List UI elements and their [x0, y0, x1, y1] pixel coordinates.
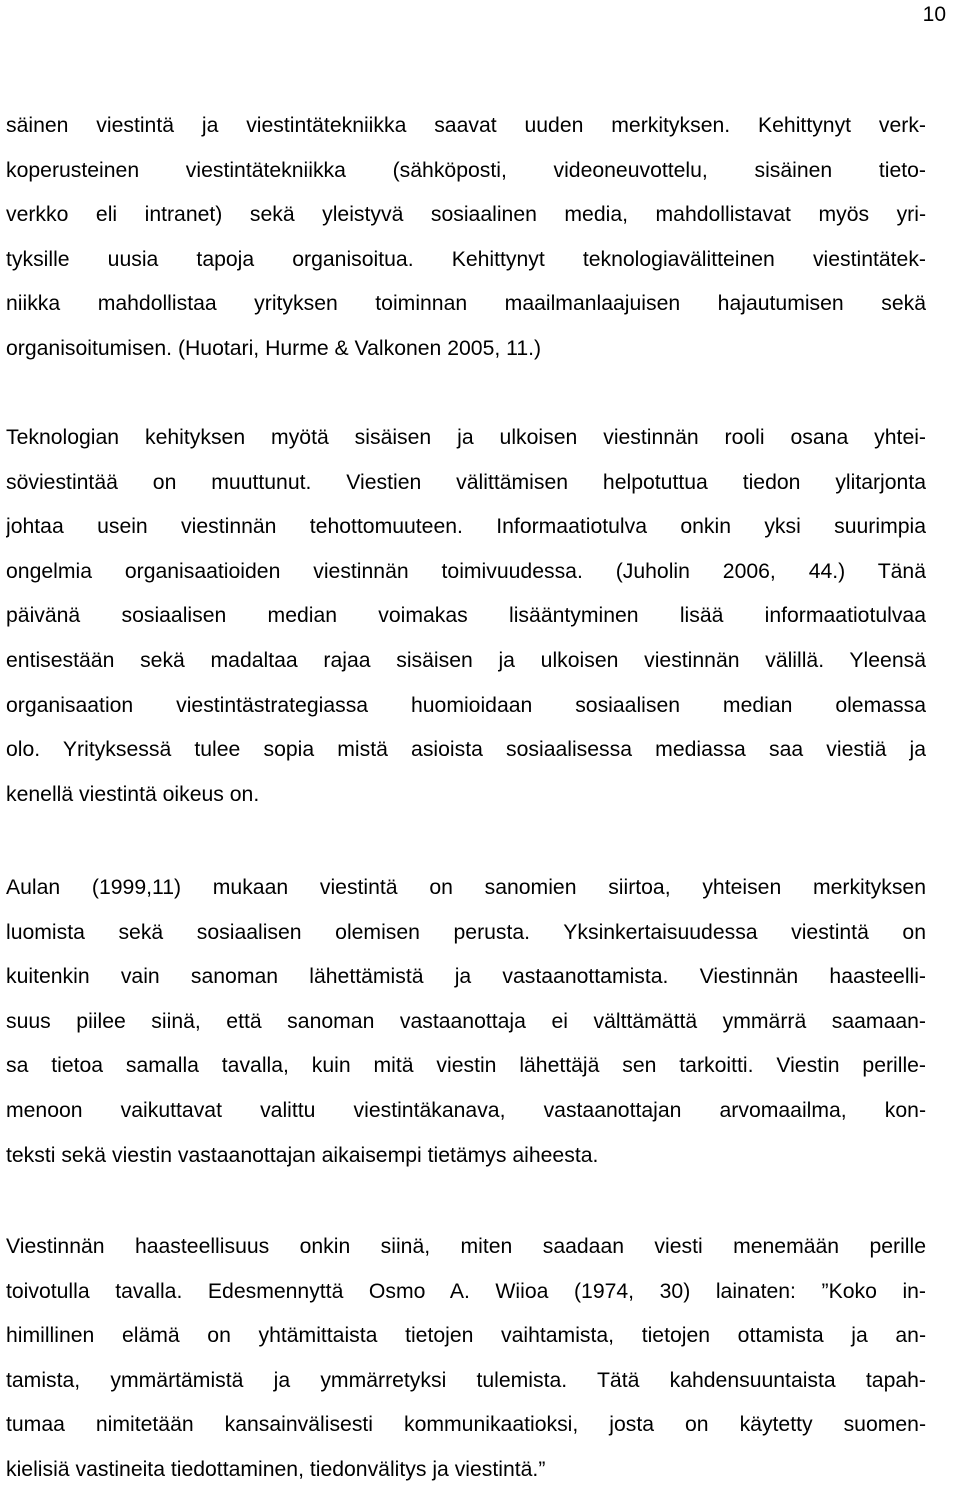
- text-line: entisestään sekä madaltaa rajaa sisäisen ja ulkoisen viestinnän välillä. Yleensä: [6, 648, 926, 672]
- text-line: organisaation viestintästrategiassa huomioidaan sosiaalisen median olemassa: [6, 693, 926, 717]
- text-line: organisoitumisen. (Huotari, Hurme & Valkonen 2005, 11.): [6, 336, 542, 360]
- text-line: tumaa nimitetään kansainvälisesti kommunikaatioksi, josta on käytetty suomen-: [6, 1413, 926, 1437]
- text-line: teksti sekä viestin vastaanottajan aikaisempi tietämys aiheesta.: [6, 1143, 599, 1167]
- text-line: Viestinnän haasteellisuus onkin siinä, miten saadaan viesti menemään perille: [6, 1235, 926, 1258]
- text-line: sa tietoa samalla tavalla, kuin mitä viestin lähettäjä sen tarkoitti. Viestin perille-: [6, 1054, 926, 1078]
- text-line: kielisiä vastineita tiedottaminen, tiedonvälitys ja viestintä.”: [6, 1457, 546, 1481]
- paragraph-4: [6, 1225, 926, 1493]
- text-line: tamista, ymmärtämistä ja ymmärretyksi tulemista. Tätä kahdensuuntaista tapah-: [6, 1368, 926, 1392]
- text-line: toivotulla tavalla. Edesmennyttä Osmo A. Wiioa (1974, 30) lainaten: ”Koko in-: [6, 1279, 926, 1303]
- text-line: verkko eli intranet) sekä yleistyvä sosiaalinen media, mahdollistavat myös yri-: [6, 203, 926, 227]
- text-line: johtaa usein viestinnän tehottomuuteen. Informaatiotulva onkin yksi suurimpia: [6, 515, 926, 539]
- text-line: kuitenkin vain sanoman lähettämistä ja vastaanottamista. Viestinnän haasteelli-: [6, 965, 926, 989]
- text-line: ongelmia organisaatioiden viestinnän toimivuudessa. (Juholin 2006, 44.) Tänä: [6, 559, 926, 583]
- text-line: söviestintää on muuttunut. Viestien välittämisen helpotuttua tiedon ylitarjonta: [6, 470, 926, 494]
- text-line: kenellä viestintä oikeus on.: [6, 782, 260, 806]
- paragraph-3: [6, 866, 926, 1178]
- text-line: olo. Yrityksessä tulee sopia mistä asioista sosiaalisessa mediassa saa viestiä ja: [6, 738, 926, 762]
- paragraph-2: [6, 416, 926, 817]
- text-line: Teknologian kehityksen myötä sisäisen ja ulkoisen viestinnän rooli osana yhtei-: [6, 426, 926, 449]
- text-line: säinen viestintä ja viestintätekniikka saavat uuden merkityksen. Kehittynyt verk-: [6, 114, 926, 137]
- text-line: menoon vaikuttavat valittu viestintäkanava, vastaanottajan arvomaailma, kon-: [6, 1098, 926, 1122]
- paragraph-1: [6, 104, 926, 372]
- text-line: koperusteinen viestintätekniikka (sähköposti, videoneuvottelu, sisäinen tieto-: [6, 158, 926, 182]
- page-number: 10: [922, 3, 946, 26]
- text-line: päivänä sosiaalisen median voimakas lisääntyminen lisää informaatiotulvaa: [6, 604, 926, 628]
- text-line: luomista sekä sosiaalisen olemisen perusta. Yksinkertaisuudessa viestintä on: [6, 920, 926, 944]
- text-line: tyksille uusia tapoja organisoitua. Kehittynyt teknologiavälitteinen viestintätek-: [6, 247, 926, 271]
- text-line: himillinen elämä on yhtämittaista tietojen vaihtamista, tietojen ottamista ja an-: [6, 1324, 926, 1348]
- text-line: niikka mahdollistaa yrityksen toiminnan maailmanlaajuisen hajautumisen sekä: [6, 292, 926, 316]
- text-line: suus piilee siinä, että sanoman vastaanottaja ei välttämättä ymmärrä saamaan-: [6, 1009, 926, 1033]
- text-line: Aulan (1999,11) mukaan viestintä on sanomien siirtoa, yhteisen merkityksen: [6, 876, 926, 899]
